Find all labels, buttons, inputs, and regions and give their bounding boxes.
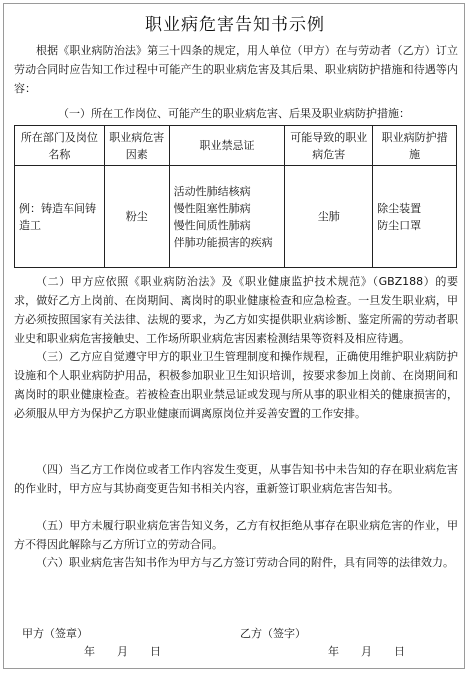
party-a-signature-label: 甲方（签章） <box>22 627 88 640</box>
cell-hazard: 粉尘 <box>104 166 169 268</box>
document-title: 职业病危害告知书示例 <box>145 15 325 35</box>
table-row <box>15 166 457 268</box>
party-b-signature-label: 乙方（签字） <box>240 627 306 640</box>
paragraph-2: （二）甲方应依照《职业病防治法》及《职业健康监护技术规范》（GBZ188）的要求，做好乙方上岗前、在岗期间、离岗时的职业健康检查和应急检查。一旦发生职业病，甲方必须按照国家有关法律、法规的要求，为乙方如实提供职业病诊断、鉴定所需的劳动者职业史和职业病危害接触史、工作场所职业病危害因素检测结果等资料及相应待遇。 <box>14 275 458 345</box>
cell-taboo: 活动性肺结核病 慢性阻塞性肺病 慢性间质性肺病 伴肺功能损害的疾病 <box>169 166 285 268</box>
paragraph-6: （六）职业病危害告知书作为甲方与乙方签订劳动合同的附件，具有同等的法律效力。 <box>36 556 454 569</box>
table-header-row <box>15 126 457 166</box>
hazard-table <box>14 125 457 268</box>
section1-heading: （一）所在工作岗位、可能产生的职业病危害、后果及职业病防护措施： <box>58 107 410 120</box>
intro-paragraph: 根据《职业病防治法》第三十四条的规定，用人单位（甲方）在与劳动者（乙方）订立劳动合同时应告知工作过程中可能产生的职业病危害及其后果、职业病防护措施和待遇等内容： <box>14 44 458 95</box>
cell-dept-post: 例：铸造车间铸造工 <box>15 166 105 268</box>
cell-disease: 尘肺 <box>285 166 373 268</box>
header-taboo: 职业禁忌证 <box>169 126 285 166</box>
party-a-date: 年 月 日 <box>84 645 161 658</box>
party-b-date: 年 月 日 <box>328 645 405 658</box>
header-disease: 可能导致的职业病危害 <box>285 126 373 166</box>
header-protection: 职业病防护措施 <box>373 126 457 166</box>
header-hazard: 职业病危害因素 <box>104 126 169 166</box>
header-dept-post: 所在部门及岗位名称 <box>15 126 105 166</box>
paragraph-5: （五）甲方未履行职业病危害告知义务，乙方有权拒绝从事存在职业病危害的作业，甲方不得因此解除与乙方所订立的劳动合同。 <box>14 519 458 551</box>
paragraph-3: （三）乙方应自觉遵守甲方的职业卫生管理制度和操作规程，正确使用维护职业病防护设施和个人职业病防护用品，积极参加职业卫生知识培训，按要求参加上岗前、在岗期间和离岗时的职业健康检查。若被检查出职业禁忌证或发现与所从事的职业相关的健康损害的，必须服从甲方为保护乙方职业健康而调离原岗位并妥善安置的工作安排。 <box>14 350 458 420</box>
paragraph-4: （四）当乙方工作岗位或者工作内容发生变更，从事告知书中未告知的存在职业病危害的作业时，甲方应与其协商变更告知书相关内容，重新签订职业病危害告知书。 <box>14 463 458 495</box>
cell-protection: 除尘装置 防尘口罩 <box>373 166 457 268</box>
